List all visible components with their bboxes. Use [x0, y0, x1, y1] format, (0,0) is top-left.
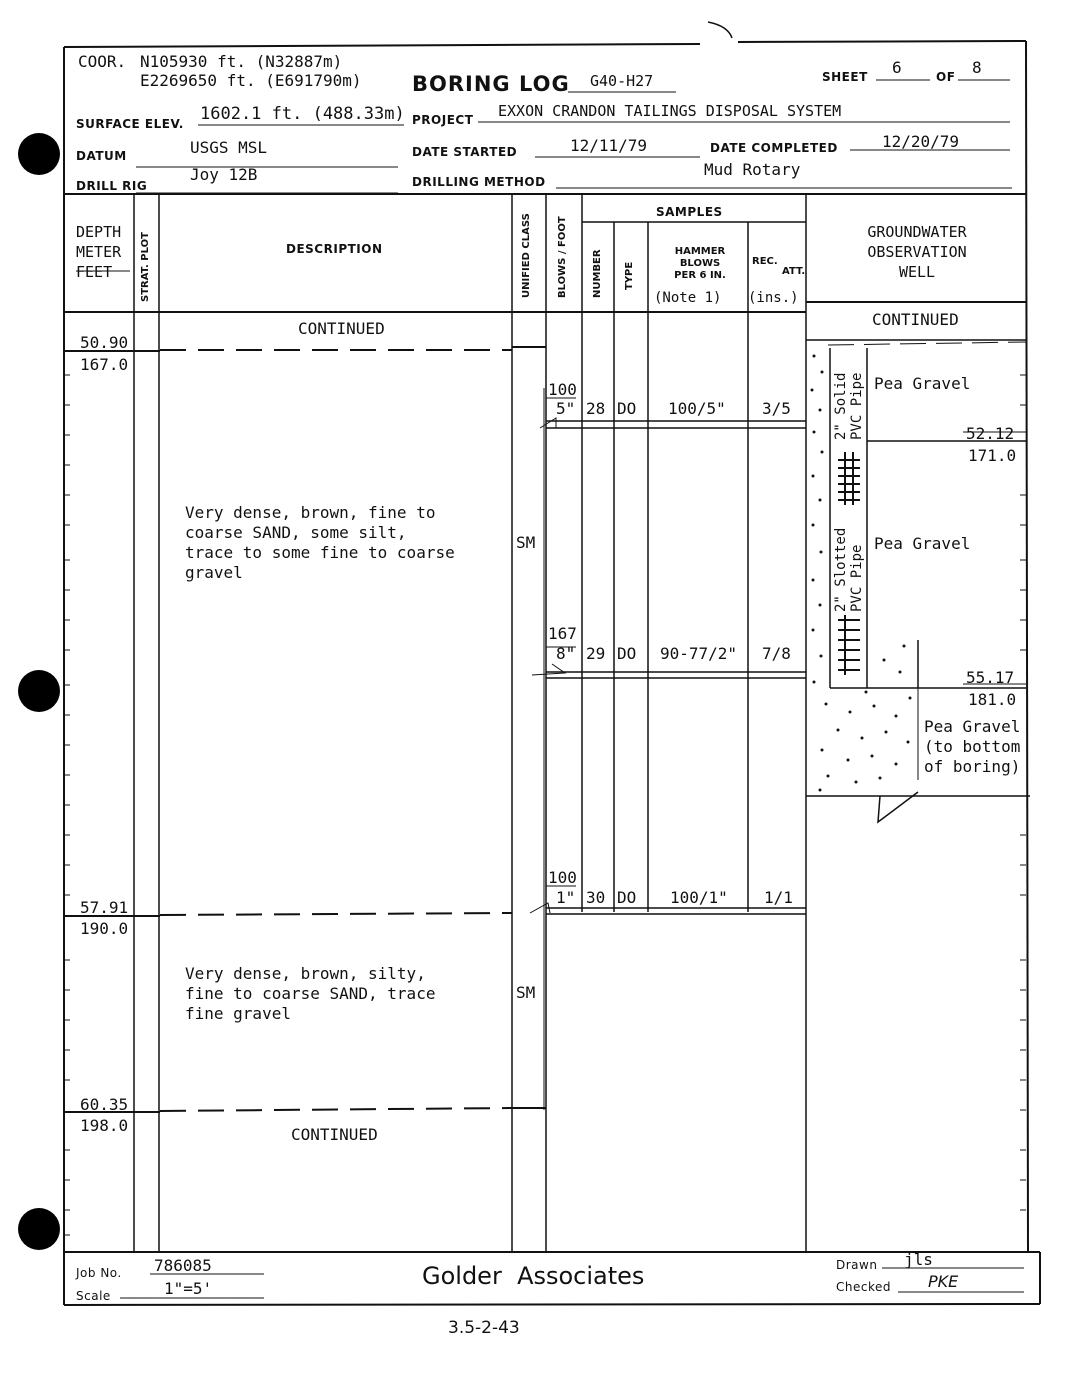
layer1-line2: coarse SAND, some silt, [185, 523, 407, 542]
depth-header-line2: METER [76, 243, 122, 261]
sample-30-rec: 1/1 [764, 888, 793, 907]
coordinate-north: N105930 ft. (N32887m) [140, 52, 343, 71]
pea-gravel-lower [924, 717, 1020, 777]
depth-header-line3: FEET [76, 263, 113, 281]
layer1-line3: trace to some fine to coarse [185, 543, 455, 562]
groundwater-header-line1: GROUNDWATER [867, 223, 967, 241]
date-started-value: 12/11/79 [570, 136, 648, 155]
sample-29-type: DO [617, 644, 637, 663]
layer2-description [185, 964, 435, 1024]
sample-29-blows-bottom: 8" [556, 644, 576, 663]
datum-value: USGS MSL [190, 138, 268, 157]
hammer-header-line3: PER 6 IN. [674, 270, 726, 281]
hammer-note: (Note 1) [654, 290, 722, 306]
pea-gravel-upper: Pea Gravel [874, 374, 971, 393]
hammer-header [660, 246, 740, 282]
form-title: BORING LOG [412, 72, 570, 96]
blows-per-foot-header: BLOWS / FOOT [557, 216, 568, 298]
depth-meter-50-90: 50.90 [80, 333, 129, 352]
layer2-class: SM [516, 983, 536, 1002]
samples-header: SAMPLES [656, 205, 723, 219]
sheet-total: 8 [972, 58, 982, 77]
depth-header [76, 222, 121, 282]
drawn-value: jls [904, 1250, 933, 1269]
drill-rig-label: DRILL RIG [76, 179, 148, 193]
sample-30-hammer: 100/1" [670, 888, 728, 907]
pea-gravel-lower-line2: (to bottom [924, 737, 1021, 756]
layer1-line4: gravel [185, 563, 243, 582]
groundwater-header-line2: OBSERVATION [867, 243, 967, 261]
sample-type-header: TYPE [624, 261, 635, 290]
checked-label: Checked [836, 1280, 891, 1294]
sample-30-blows-bottom: 1" [556, 888, 576, 907]
groundwater-header-line3: WELL [898, 263, 936, 281]
job-number-label: Job No. [76, 1266, 122, 1280]
sample-28-blows-top: 100 [548, 380, 577, 399]
sample-29-rec: 7/8 [762, 644, 791, 663]
pea-gravel-lower-line1: Pea Gravel [924, 717, 1021, 736]
slotted-pvc-pipe-label: 2" Slotted PVC Pipe [833, 527, 865, 612]
drilling-method-label: DRILLING METHOD [412, 175, 546, 189]
layer2-line3: fine gravel [185, 1004, 291, 1023]
boring-id: G40-H27 [590, 72, 654, 90]
sheet-of-label: OF [936, 70, 956, 84]
date-completed-value: 12/20/79 [882, 132, 960, 151]
description-header: DESCRIPTION [286, 242, 383, 256]
sample-29-hammer: 90-77/2" [660, 644, 738, 663]
coordinates-label: COOR. [78, 52, 127, 71]
project-value: EXXON CRANDON TAILINGS DISPOSAL SYSTEM [498, 102, 842, 120]
checked-value: PKE [928, 1272, 959, 1291]
job-number-value: 786085 [154, 1256, 212, 1275]
sample-29-number: 29 [586, 644, 606, 663]
well-depth-55-17: 55.17 [966, 668, 1015, 687]
groundwater-header [808, 222, 1026, 282]
sample-28-hammer: 100/5" [668, 399, 726, 418]
solid-pvc-pipe-label: 2" Solid PVC Pipe [833, 372, 865, 440]
sample-30-blows-top: 100 [548, 868, 577, 887]
date-completed-label: DATE COMPLETED [710, 141, 838, 155]
layer2-line2: fine to coarse SAND, trace [185, 984, 436, 1003]
sample-29-blows-top: 167 [548, 624, 577, 643]
sample-28-type: DO [617, 399, 637, 418]
layer2-line1: Very dense, brown, silty, [185, 964, 426, 983]
sample-28-number: 28 [586, 399, 606, 418]
ins-header: (ins.) [748, 290, 799, 306]
well-depth-171: 171.0 [968, 446, 1017, 465]
sheet-label: SHEET [822, 70, 868, 84]
depth-header-line1: DEPTH [76, 223, 122, 241]
sample-30-number: 30 [586, 888, 606, 907]
sample-30-type: DO [617, 888, 637, 907]
pea-gravel-middle: Pea Gravel [874, 534, 971, 553]
hammer-header-line2: BLOWS [679, 258, 721, 269]
coordinate-east: E2269650 ft. (E691790m) [140, 71, 362, 90]
depth-meter-57-91: 57.91 [80, 898, 129, 917]
continued-well: CONTINUED [872, 310, 959, 329]
layer1-class: SM [516, 533, 536, 552]
scale-value: 1"=5' [164, 1279, 213, 1298]
surface-elev-value: 1602.1 ft. (488.33m) [200, 104, 405, 124]
drawn-label: Drawn [836, 1258, 878, 1272]
depth-feet-167: 167.0 [80, 355, 129, 374]
strat-plot-header: STRAT. PLOT [140, 232, 151, 302]
layer1-description [185, 503, 455, 583]
well-depth-181: 181.0 [968, 690, 1017, 709]
depth-meter-60-35: 60.35 [80, 1095, 129, 1114]
rec-header: REC. [752, 256, 778, 267]
page-reference: 3.5-2-43 [448, 1318, 520, 1338]
sample-number-header: NUMBER [592, 249, 603, 298]
sample-28-rec: 3/5 [762, 399, 791, 418]
layer1-line1: Very dense, brown, fine to [185, 503, 436, 522]
drilling-method-value: Mud Rotary [704, 160, 801, 179]
unified-class-header: UNIFIED CLASS [521, 213, 532, 298]
datum-label: DATUM [76, 149, 127, 163]
hammer-header-line1: HAMMER [674, 246, 726, 257]
project-label: PROJECT [412, 113, 474, 127]
pea-gravel-lower-line3: of boring) [924, 757, 1021, 776]
date-started-label: DATE STARTED [412, 145, 518, 159]
well-depth-52-12: 52.12 [966, 424, 1015, 443]
surface-elev-label: SURFACE ELEV. [76, 117, 184, 131]
continued-top: CONTINUED [298, 319, 385, 338]
sample-28-blows-bottom: 5" [556, 399, 576, 418]
depth-feet-190: 190.0 [80, 919, 129, 938]
continued-bottom: CONTINUED [291, 1125, 378, 1144]
sheet-number: 6 [892, 58, 902, 77]
scale-label: Scale [76, 1289, 111, 1303]
company-name: Golder Associates [422, 1262, 645, 1290]
drill-rig-value: Joy 12B [190, 165, 258, 184]
att-header: ATT. [782, 266, 806, 277]
depth-feet-198: 198.0 [80, 1116, 129, 1135]
